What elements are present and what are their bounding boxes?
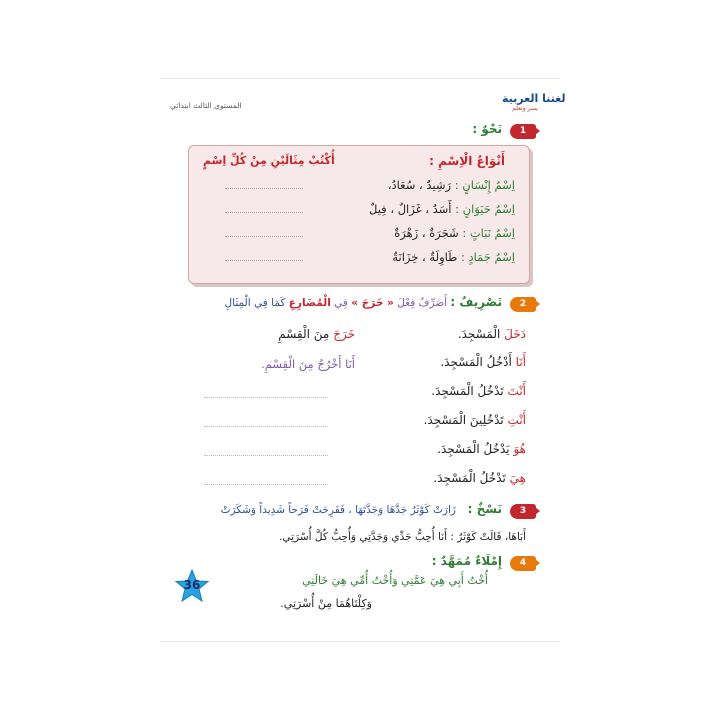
conjugation-row — [433, 471, 526, 485]
model-rest: الْمَسْجِدَ. — [457, 327, 501, 341]
logo-subtitle: يسر وتعلم — [512, 105, 538, 112]
pronoun: أَنْتَ — [507, 384, 526, 398]
worksheet-page — [160, 78, 566, 642]
answer-dotted-line[interactable] — [204, 426, 328, 427]
conjugation-text: تَدْخُلِينَ الْمَسْجِدَ. — [423, 413, 504, 427]
model-answer: أَنَا أَخْرُجُ مِنَ الْقِسْمِ. — [261, 357, 355, 371]
copy-text-line-2: أَبَاهَا، قَالَتْ كَوْثَرُ : أَنَا أُحِبُّ جَدِّي وَجَدَّتِي وَأُحِبُّ كُلَّ أُسْرَتِي. — [279, 531, 526, 543]
box-instruction: أُكْتُبْ مِثَالَيْنِ مِنْ كُلِّ اِسْمٍ — [203, 154, 335, 167]
pronoun: هِيَ — [509, 471, 526, 485]
noun-row-human — [388, 178, 515, 192]
section-4-badge: 4 — [510, 556, 536, 571]
noun-row-animal — [369, 202, 515, 216]
answer-dotted-line[interactable] — [225, 236, 303, 237]
noun-row-label: اِسْمُ حَيَوَانٍ : — [455, 202, 515, 216]
answer-dotted-line[interactable] — [225, 212, 303, 213]
model-sentence-right — [458, 327, 526, 341]
level-label: المستوى الثالث ابتدائي — [170, 101, 242, 110]
noun-row-label: اِسْمُ جَمَادٍ : — [460, 250, 515, 264]
model-rest: مِنَ الْقِسْمِ — [278, 327, 330, 341]
section-1-badge: 1 — [510, 124, 536, 139]
section-4-title: إِمْلَاءٌ مُمَهَّدٌ : — [431, 554, 502, 568]
conjugation-row — [440, 355, 526, 369]
conjugation-row — [424, 413, 526, 427]
noun-row-object — [392, 250, 515, 264]
noun-row-label: اِسْمُ نَبَاتٍ : — [462, 226, 515, 240]
instruction-part: أَصَرِّفُ فِعْلَ — [397, 297, 448, 309]
answer-dotted-line[interactable] — [225, 260, 303, 261]
instruction-verb: « خَرَجَ » — [351, 297, 394, 309]
noun-row-examples: رَشِيدٌ ، سُعَادُ، — [387, 178, 452, 192]
noun-row-plant — [394, 226, 515, 240]
instruction-part: فِي — [334, 297, 348, 309]
model-verb: خَرَجَ — [333, 327, 355, 341]
noun-row-examples: طَاوِلَةٌ ، خِزَانَةٌ — [392, 250, 458, 264]
section-1-title: نَحْوٌ : — [472, 122, 502, 136]
conjugation-text: يَدْخُلُ الْمَسْجِدَ. — [437, 442, 510, 456]
dictation-line-1: أُخْتُ أَبِي هِيَ عَمَّتِي وَأُخْتُ أُمِّي هِيَ خَالَتِي — [302, 574, 488, 587]
conjugation-row — [437, 442, 526, 456]
noun-row-label: اِسْمُ إِنْسَانٍ : — [454, 178, 515, 192]
pronoun: هُوَ — [513, 442, 526, 456]
model-sentence-left — [278, 327, 355, 341]
answer-dotted-line[interactable] — [204, 484, 328, 485]
logo-title: لغتنا العربية — [502, 92, 566, 105]
noun-row-examples: شَجَرَةٌ ، زَهْرَةٌ — [394, 226, 459, 240]
instruction-part: كَمَا فِي الْمِثَالِ — [224, 297, 286, 309]
box-heading: أَنْوَاعُ الْاِسْمِ : — [429, 154, 505, 168]
pronoun: أَنَا — [515, 355, 526, 369]
page-number: 36 — [183, 578, 201, 592]
noun-types-box — [188, 145, 530, 284]
instruction-tense: الْمُضَارِعِ — [288, 297, 331, 309]
answer-dotted-line[interactable] — [225, 188, 303, 189]
section-2-header — [224, 295, 502, 309]
section-3-badge: 3 — [510, 504, 536, 519]
section-2-title: تَصْرِيفٌ : — [450, 295, 502, 309]
section-2-badge: 2 — [510, 297, 536, 312]
copy-text-line-1: زَارَتْ كَوْثَرُ جَدَّهَا وَجَدَّتَهَا ، فَفَرِحَتْ فَرَحاً شَدِيداً وَشَكَرَتْ — [220, 504, 456, 516]
section-3-title: نَسْخٌ : — [467, 502, 502, 516]
answer-dotted-line[interactable] — [204, 455, 328, 456]
book-logo — [502, 92, 566, 115]
conjugation-text: أَدْخُلُ الْمَسْجِدَ. — [440, 355, 512, 369]
pronoun: أَنْتِ — [507, 413, 526, 427]
model-verb: دَخَلَ — [504, 327, 526, 341]
conjugation-row — [431, 384, 526, 398]
noun-row-examples: أَسَدٌ ، غَزَالٌ ، فِيلٌ — [369, 202, 452, 216]
answer-dotted-line[interactable] — [204, 397, 328, 398]
dictation-line-2: وَكِلْتَاهُمَا مِنْ أُسْرَتِي. — [280, 597, 372, 610]
conjugation-text: تَدْخُلُ الْمَسْجِدَ. — [431, 384, 504, 398]
conjugation-text: تَدْخُلُ الْمَسْجِدَ. — [433, 471, 506, 485]
